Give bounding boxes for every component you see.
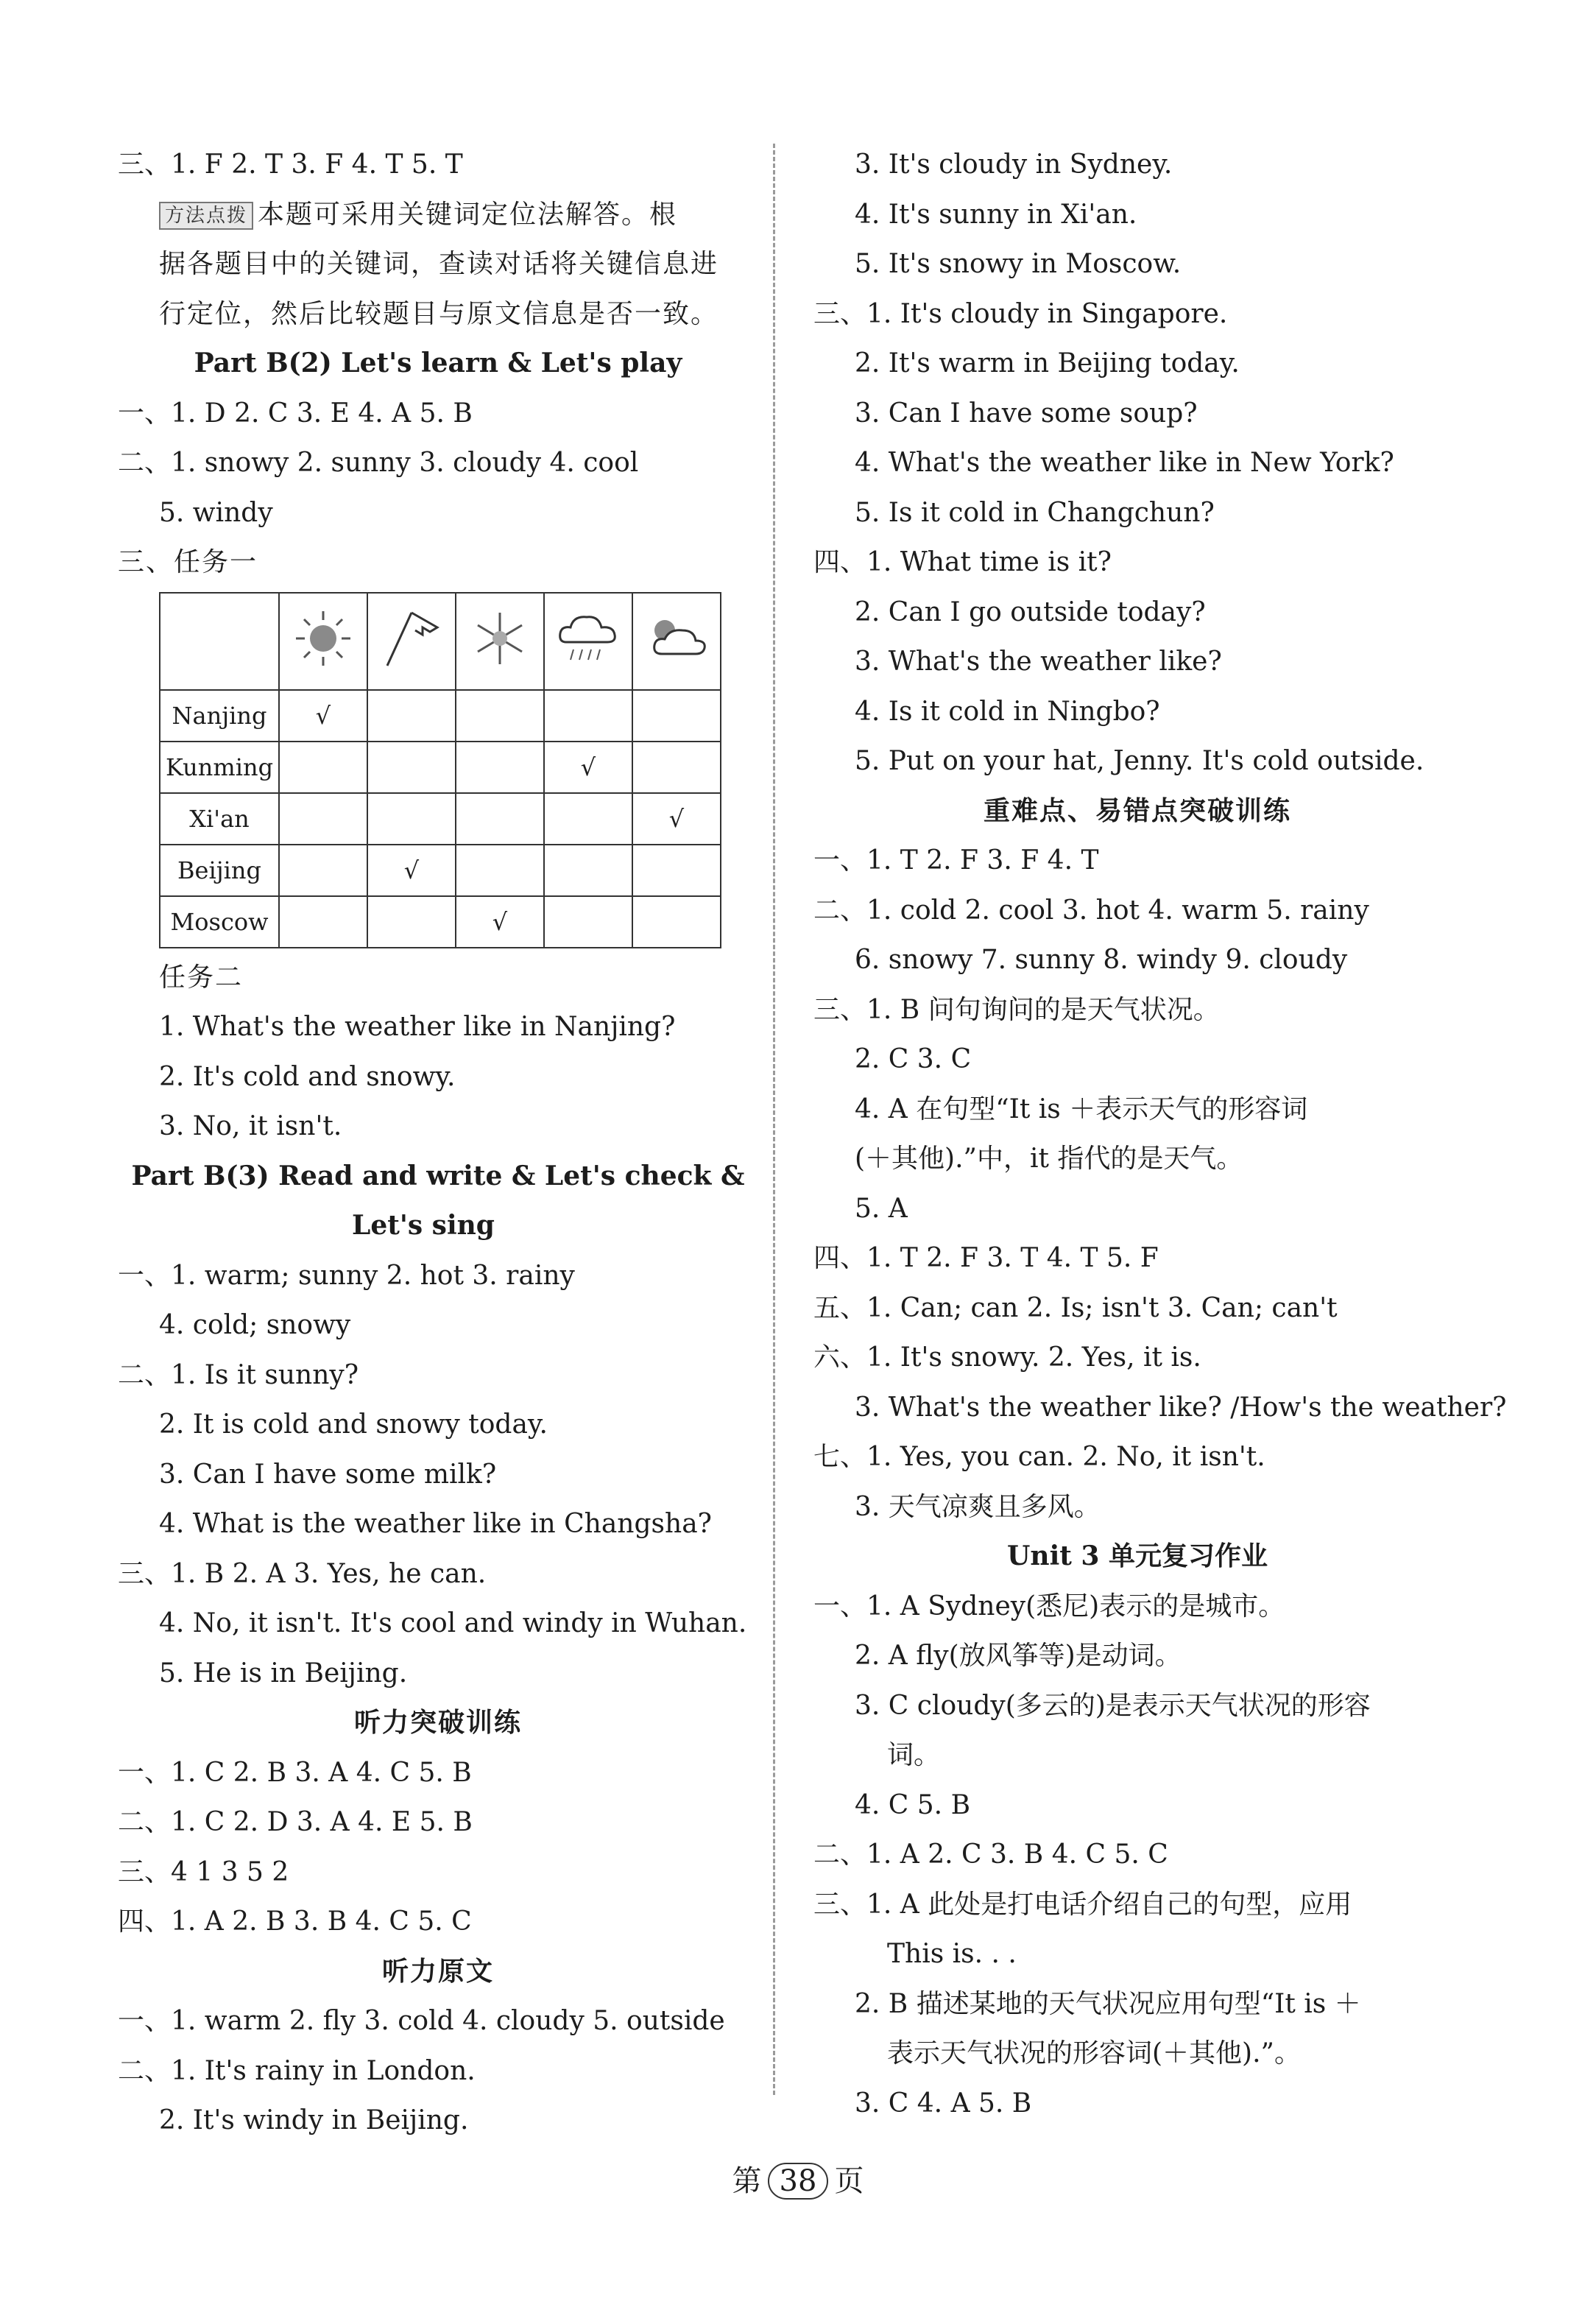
table-cell: [544, 845, 632, 896]
table-cell: [544, 793, 632, 845]
answer-line: 4. A 在句型“It is ＋表示天气的形容词: [855, 1094, 1308, 1124]
city-name: Xi'an: [160, 793, 279, 845]
answer-line: 3. 天气凉爽且多风。: [855, 1491, 1101, 1522]
answer-line: 一、1. T 2. F 3. F 4. T: [813, 845, 1099, 876]
table-cell: [367, 742, 456, 793]
answer-line: 2. B 描述某地的天气状况应用句型“It is ＋: [855, 1988, 1361, 2019]
answer-line: 二、1. cold 2. cool 3. hot 4. warm 5. rainy: [813, 895, 1369, 926]
answer-line: 2. Can I go outside today?: [855, 596, 1206, 627]
rainy-icon: [544, 593, 632, 690]
method-tip: [118, 190, 758, 240]
answer-line: 一、1. C 2. B 3. A 4. C 5. B: [118, 1757, 472, 1788]
answer-line: 二、1. A 2. C 3. B 4. C 5. C: [813, 1839, 1168, 1870]
table-cell: [279, 845, 367, 896]
table-cell: [456, 742, 544, 793]
section-heading: Part B(3) Read and write & Let's check &: [131, 1160, 745, 1191]
answer-line: 表示天气状况的形容词(＋其他).”。: [887, 2038, 1301, 2068]
answer-line: 四、1. T 2. F 3. T 4. T 5. F: [813, 1243, 1159, 1273]
city-name: Beijing: [160, 845, 279, 896]
answer-line: 4. cold; snowy: [159, 1310, 351, 1340]
answer-line: 二、1. Is it sunny?: [118, 1359, 359, 1390]
answer-line: 词。: [887, 1740, 941, 1770]
answer-line: 4. It's sunny in Xi'an.: [855, 199, 1137, 230]
answer-line: 5. A: [855, 1193, 908, 1224]
task-label: 任务二: [159, 962, 244, 993]
answer-line: 4. What is the weather like in Changsha?: [159, 1509, 712, 1539]
answer-line: 2. It's warm in Beijing today.: [855, 348, 1240, 378]
answer-line: 三、1. B 2. A 3. Yes, he can.: [118, 1558, 487, 1589]
table-cell: [632, 896, 721, 948]
answer-line: 2. A fly(放风筝等)是动词。: [855, 1641, 1182, 1671]
answer-line: 三、任务一: [118, 547, 258, 577]
tip-text: 据各题目中的关键词，查读对话将关键信息进: [159, 249, 719, 279]
answer-line: 一、1. D 2. C 3. E 4. A 5. B: [118, 398, 473, 429]
column-divider: [773, 144, 775, 2095]
answer-line: 3. Can I have some milk?: [159, 1459, 497, 1490]
answer-line: 6. snowy 7. sunny 8. windy 9. cloudy: [855, 945, 1348, 975]
answer-line: 3. C 4. A 5. B: [855, 2088, 1032, 2119]
table-row: [160, 742, 721, 793]
check-mark: √: [668, 804, 685, 833]
snowy-icon: [456, 593, 544, 690]
answer-line: 一、1. A Sydney(悉尼)表示的是城市。: [813, 1591, 1285, 1621]
tip-text: 行定位，然后比较题目与原文信息是否一致。: [159, 298, 719, 329]
table-row: [160, 845, 721, 896]
city-name: Kunming: [160, 742, 279, 793]
table-cell: [544, 742, 632, 793]
section-heading: Unit 3 单元复习作业: [1007, 1540, 1268, 1571]
table-cell: [367, 690, 456, 742]
table-cell: [632, 690, 721, 742]
table-cell: [632, 845, 721, 896]
table-cell: [367, 845, 456, 896]
table-cell: [367, 793, 456, 845]
answer-line: 三、1. A 此处是打电话介绍自己的句型，应用: [813, 1889, 1352, 1920]
answer-line: 5. Put on your hat, Jenny. It's cold outside.: [855, 746, 1424, 776]
answer-line: 2. It's windy in Beijing.: [159, 2105, 469, 2135]
answer-line: 5. He is in Beijing.: [159, 1658, 408, 1689]
answer-line: 4. Is it cold in Ningbo?: [855, 696, 1160, 727]
table-cell: [456, 793, 544, 845]
weather-table: [159, 592, 721, 948]
section-heading: Part B(2) Let's learn & Let's play: [194, 348, 682, 378]
answer-line: 一、1. warm 2. fly 3. cold 4. cloudy 5. outside: [118, 2006, 725, 2036]
left-column: [118, 140, 758, 2146]
check-mark: √: [580, 753, 596, 781]
city-name: Nanjing: [160, 690, 279, 742]
tip-text: 本题可采用关键词定位法解答。根: [258, 199, 678, 230]
method-tip-tag: 方法点拨: [159, 202, 253, 230]
check-mark: √: [403, 856, 420, 884]
answer-line: 2. It's cold and snowy.: [159, 1061, 456, 1092]
answer-line: 3. Can I have some soup?: [855, 398, 1198, 429]
table-cell: [544, 896, 632, 948]
section-heading: 重难点、易错点突破训练: [983, 795, 1291, 826]
table-cell: [279, 793, 367, 845]
answer-line: 2. C 3. C: [855, 1044, 972, 1074]
answer-line: 3. What's the weather like?: [855, 647, 1222, 677]
answer-line: 三、1. F 2. T 3. F 4. T 5. T: [118, 149, 463, 180]
answer-line: 三、1. It's cloudy in Singapore.: [813, 298, 1228, 329]
table-cell: [544, 690, 632, 742]
answer-line: 4. C 5. B: [855, 1789, 971, 1820]
table-cell: [456, 896, 544, 948]
answer-line: 三、4 1 3 5 2: [118, 1856, 289, 1887]
answer-line: 5. It's snowy in Moscow.: [855, 249, 1182, 279]
table-cell: [279, 742, 367, 793]
city-name: Moscow: [160, 896, 279, 948]
table-cell: [456, 690, 544, 742]
cloudy-icon: [632, 593, 721, 690]
windy-icon: [367, 593, 456, 690]
answer-line: 4. No, it isn't. It's cool and windy in Wuhan.: [159, 1608, 747, 1638]
answer-line: 七、1. Yes, you can. 2. No, it isn't.: [813, 1442, 1265, 1472]
page-number: [0, 2158, 1596, 2200]
answer-line: 2. It is cold and snowy today.: [159, 1409, 548, 1440]
table-cell: [279, 690, 367, 742]
sunny-icon: [279, 593, 367, 690]
table-cell: [279, 896, 367, 948]
table-cell: [632, 793, 721, 845]
answer-line: 3. C cloudy(多云的)是表示天气状况的形容: [855, 1690, 1371, 1721]
answer-line: 二、1. It's rainy in London.: [118, 2055, 476, 2086]
answer-line: (＋其他).”中，it 指代的是天气。: [855, 1144, 1243, 1174]
section-heading: 听力突破训练: [353, 1708, 522, 1738]
table-cell: [456, 845, 544, 896]
answer-line: 5. Is it cold in Changchun?: [855, 497, 1215, 528]
answer-line: 3. It's cloudy in Sydney.: [855, 149, 1173, 180]
table-row: [160, 793, 721, 845]
answer-line: 五、1. Can; can 2. Is; isn't 3. Can; can't: [813, 1292, 1338, 1323]
answer-line: 四、1. What time is it?: [813, 547, 1112, 577]
table-cell: [632, 742, 721, 793]
answer-line: 四、1. A 2. B 3. B 4. C 5. C: [118, 1906, 472, 1937]
table-row: [160, 896, 721, 948]
answer-line: This is. . .: [887, 1939, 1017, 1969]
answer-line: 二、1. snowy 2. sunny 3. cloudy 4. cool: [118, 448, 639, 478]
page-suffix: 页: [834, 2164, 864, 2198]
section-heading: 听力原文: [381, 1956, 494, 1987]
answer-line: 1. What's the weather like in Nanjing?: [159, 1012, 676, 1042]
answer-line: 二、1. C 2. D 3. A 4. E 5. B: [118, 1807, 473, 1837]
table-cell: [367, 896, 456, 948]
answer-line: 4. What's the weather like in New York?: [855, 448, 1394, 478]
answer-line: 一、1. warm; sunny 2. hot 3. rainy: [118, 1260, 575, 1291]
right-column: [813, 140, 1507, 2128]
check-mark: √: [315, 701, 331, 730]
answer-line: 5. windy: [159, 497, 273, 528]
section-heading: Let's sing: [352, 1210, 495, 1241]
page-prefix: 第: [732, 2164, 762, 2198]
answer-line: 三、1. B 问句询问的是天气状况。: [813, 994, 1220, 1025]
answer-line: 3. What's the weather like? /How's the weather?: [855, 1392, 1507, 1423]
table-row: [160, 690, 721, 742]
check-mark: √: [492, 907, 508, 936]
answer-line: 六、1. It's snowy. 2. Yes, it is.: [813, 1342, 1201, 1373]
answer-line: 3. No, it isn't.: [159, 1111, 342, 1141]
page-number-badge: 38: [768, 2163, 829, 2200]
